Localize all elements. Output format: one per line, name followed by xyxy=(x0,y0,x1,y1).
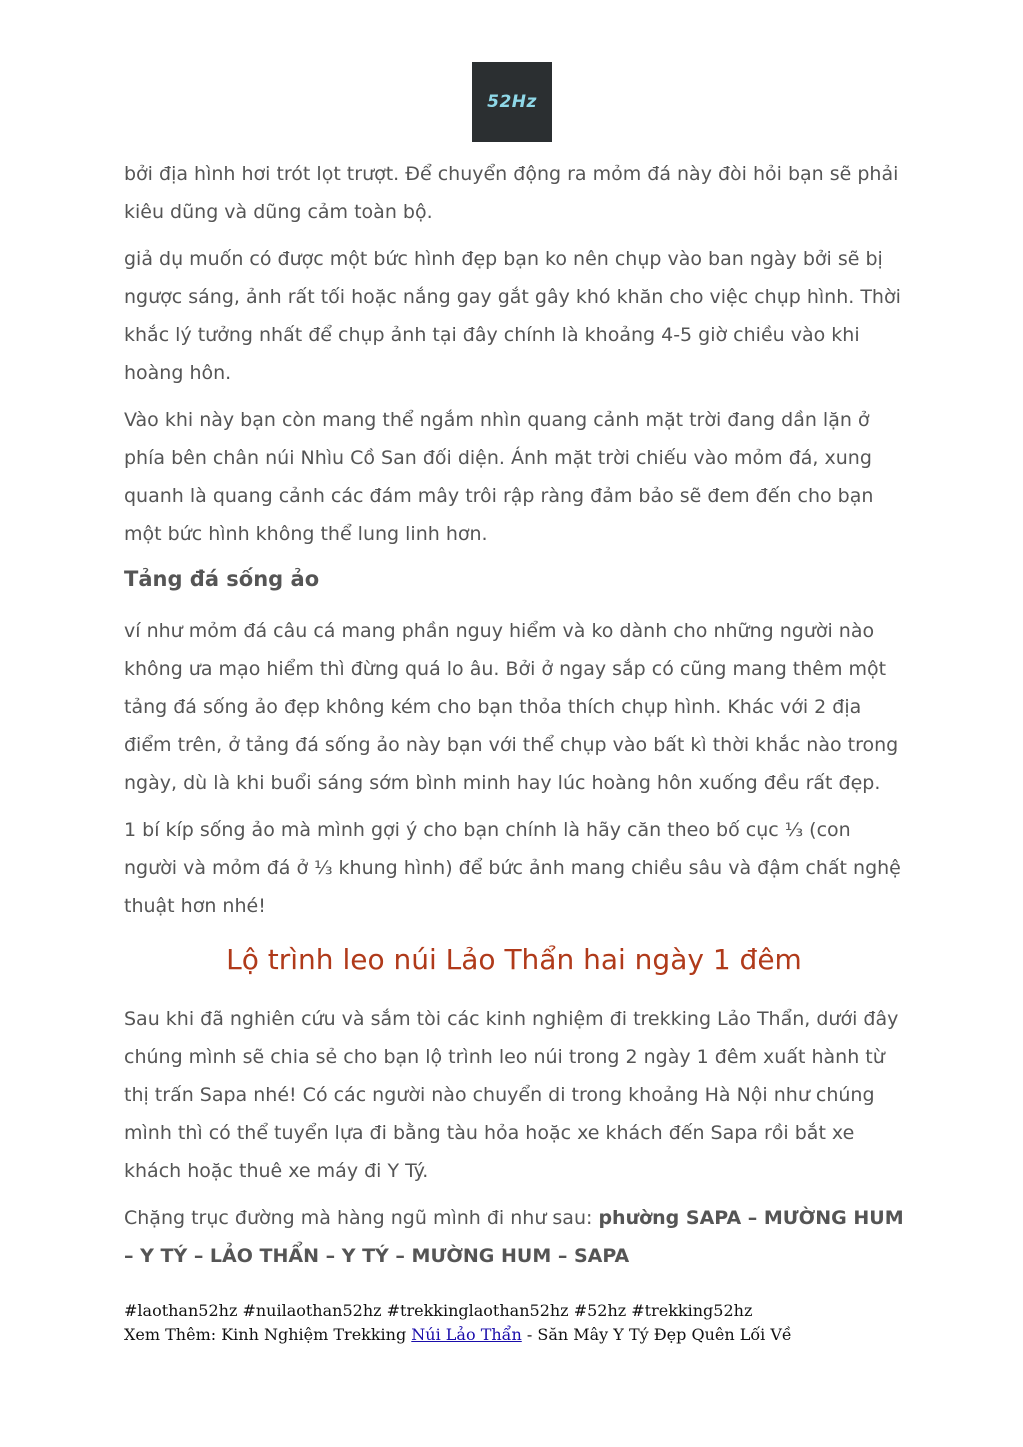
route-path: phường SAPA – MƯỜNG HUM – Y TÝ – LẢO THẨN – Y TÝ – MƯỜNG HUM – SAPA xyxy=(124,1207,904,1267)
section-heading: Lộ trình leo núi Lảo Thẩn hai ngày 1 đêm xyxy=(226,943,802,976)
see-more-line xyxy=(124,1323,904,1347)
paragraph: ví như mỏm đá câu cá mang phần nguy hiểm và ko dành cho những người nào không ưa mạo hiểm thì đừng quá lo âu. Bởi ở ngay sắp có cũng mang thêm một tảng đá sống ảo đẹp không kém cho bạn thỏa thích chụp hình. Khác với 2 địa điểm trên, ở tảng đá sống ảo này bạn với thể chụp vào bất kì thời khắc nào trong ngày, dù là khi buổi sáng sớm bình minh hay lúc hoàng hôn xuống đều rất đẹp. xyxy=(124,620,899,794)
see-more-suffix: - Săn Mây Y Tý Đẹp Quên Lối Về xyxy=(521,1325,792,1344)
route-paragraph xyxy=(124,1199,904,1275)
route-intro: Chặng trục đường mà hàng ngũ mình đi như sau: xyxy=(124,1207,599,1229)
paragraph: bởi địa hình hơi trót lọt trượt. Để chuyển động ra mỏm đá này đòi hỏi bạn sẽ phải kiêu dũng và dũng cảm toàn bộ. xyxy=(124,163,899,223)
subheading: Tảng đá sống ảo xyxy=(124,567,320,591)
logo-52hz xyxy=(472,62,552,142)
hashtags: #laothan52hz #nuilaothan52hz #trekkinglaothan52hz #52hz #trekking52hz xyxy=(124,1301,753,1320)
logo-text: 52Hz xyxy=(487,92,537,112)
paragraph: giả dụ muốn có được một bức hình đẹp bạn ko nên chụp vào ban ngày bởi sẽ bị ngược sáng, ảnh rất tối hoặc nắng gay gắt gây khó khăn cho việc chụp hình. Thời khắc lý tưởng nhất để chụp ảnh tại đây chính là khoảng 4-5 giờ chiều vào khi hoàng hôn. xyxy=(124,248,901,384)
footer xyxy=(124,1299,904,1347)
see-more-link[interactable]: Núi Lảo Thẩn xyxy=(411,1325,522,1344)
paragraph: Vào khi này bạn còn mang thể ngắm nhìn quang cảnh mặt trời đang dần lặn ở phía bên chân núi Nhìu Cồ San đối diện. Ánh mặt trời chiếu vào mỏm đá, xung quanh là quang cảnh các đám mây trôi rập ràng đảm bảo sẽ đem đến cho bạn một bức hình không thể lung linh hơn. xyxy=(124,409,874,545)
article-body xyxy=(124,155,904,1347)
paragraph: 1 bí kíp sống ảo mà mình gợi ý cho bạn chính là hãy căn theo bố cục ⅓ (con người và mỏm đá ở ⅓ khung hình) để bức ảnh mang chiều sâu và đậm chất nghệ thuật hơn nhé! xyxy=(124,819,901,917)
paragraph: Sau khi đã nghiên cứu và sắm tòi các kinh nghiệm đi trekking Lảo Thẩn, dưới đây chúng mình sẽ chia sẻ cho bạn lộ trình leo núi trong 2 ngày 1 đêm xuất hành từ thị trấn Sapa nhé! Có các người nào chuyển di trong khoảng Hà Nội như chúng mình thì có thể tuyển lựa đi bằng tàu hỏa hoặc xe khách đến Sapa rồi bắt xe khách hoặc thuê xe máy đi Y Tý. xyxy=(124,1008,899,1182)
see-more-prefix: Xem Thêm: Kinh Nghiệm Trekking xyxy=(124,1325,412,1344)
